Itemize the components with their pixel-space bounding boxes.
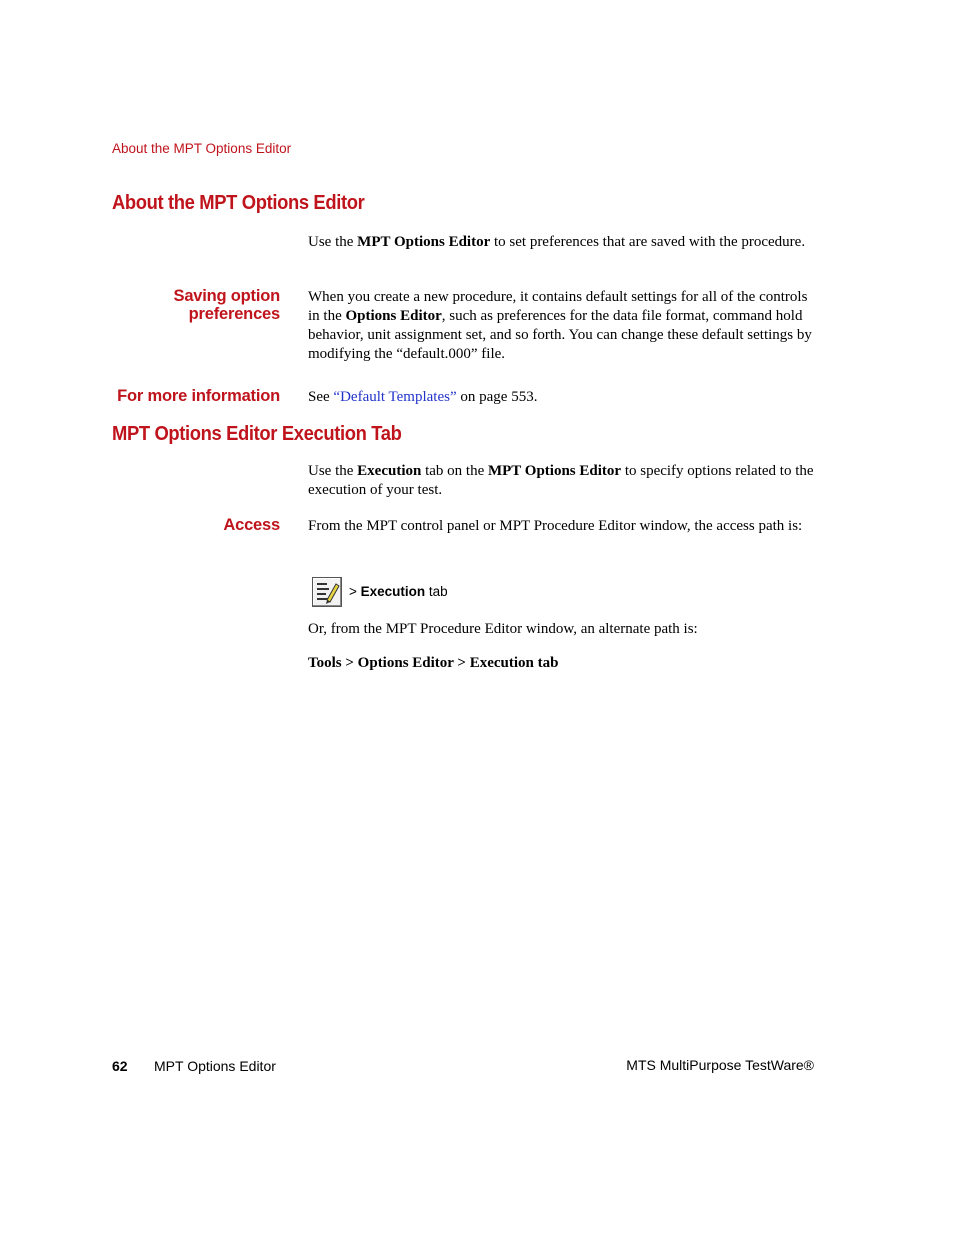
options-editor-icon[interactable] bbox=[312, 577, 342, 607]
side-heading-more-information: For more information bbox=[117, 387, 280, 405]
page-number: 62 bbox=[112, 1058, 128, 1074]
side-heading-access: Access bbox=[223, 516, 280, 534]
section-heading-about: About the MPT Options Editor bbox=[112, 192, 365, 214]
default-templates-link[interactable]: “Default Templates” bbox=[333, 389, 457, 405]
access-path-text: > Execution tab bbox=[349, 584, 448, 599]
pencil-icon bbox=[313, 578, 341, 606]
saving-paragraph: When you create a new procedure, it contains default settings for all of the controls in the Options Editor, such as preferences for the data file format, command hold behavior, unit assignment set, and so forth. You can change these default settings by modifying the “default.000” file. bbox=[308, 289, 812, 362]
about-intro-paragraph: Use the MPT Options Editor to set preferences that are saved with the procedure. bbox=[308, 234, 806, 250]
execution-intro-paragraph: Use the Execution tab on the MPT Options Editor to specify options related to the execution of your test. bbox=[308, 463, 814, 498]
access-paragraph: From the MPT control panel or MPT Procedure Editor window, the access path is: bbox=[308, 518, 803, 534]
menu-path: Tools > Options Editor > Execution tab bbox=[308, 655, 559, 671]
more-info-paragraph: See “Default Templates” on page 553. bbox=[308, 389, 538, 405]
side-heading-saving-option-preferences: Saving option preferences bbox=[173, 287, 280, 323]
running-head: About the MPT Options Editor bbox=[112, 141, 292, 156]
section-heading-execution-tab: MPT Options Editor Execution Tab bbox=[112, 423, 402, 445]
alternate-path-paragraph: Or, from the MPT Procedure Editor window, an alternate path is: bbox=[308, 621, 698, 637]
footer-product: MTS MultiPurpose TestWare® bbox=[626, 1057, 814, 1073]
footer-chapter: MPT Options Editor bbox=[154, 1058, 276, 1074]
